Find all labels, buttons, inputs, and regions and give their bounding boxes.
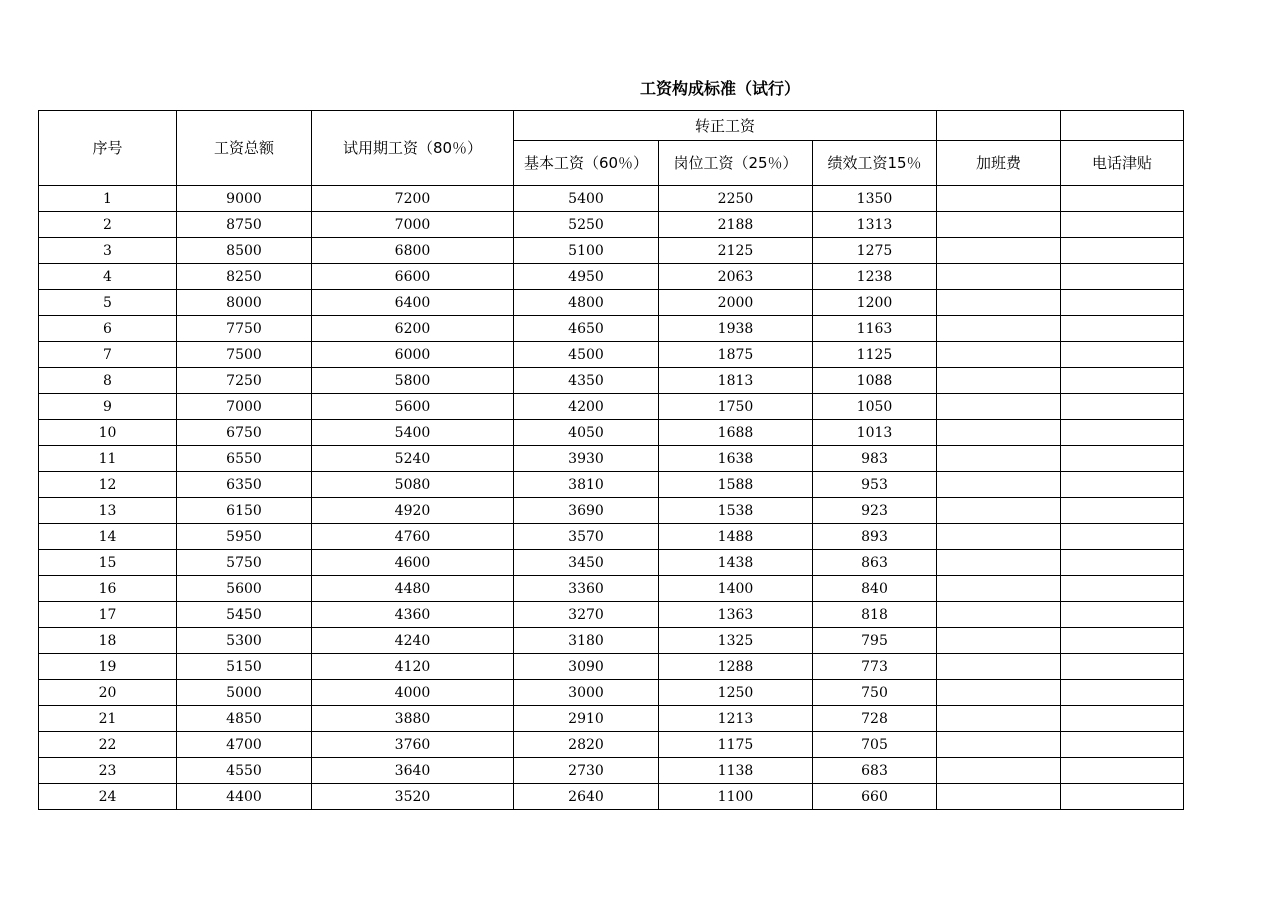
cell-total[interactable]: 5000: [177, 680, 312, 706]
cell-post[interactable]: 1138: [659, 758, 813, 784]
table-row: [39, 784, 1184, 810]
cell-post[interactable]: 1213: [659, 706, 813, 732]
cell-overtime[interactable]: [937, 576, 1061, 602]
cell-post[interactable]: 1638: [659, 446, 813, 472]
cell-post[interactable]: 1250: [659, 680, 813, 706]
table-row: [39, 602, 1184, 628]
cell-performance[interactable]: 1350: [813, 186, 937, 212]
cell-performance[interactable]: 728: [813, 706, 937, 732]
cell-phone[interactable]: [1061, 706, 1184, 732]
cell-overtime[interactable]: [937, 524, 1061, 550]
cell-seq[interactable]: 4: [39, 264, 177, 290]
cell-performance[interactable]: 773: [813, 654, 937, 680]
cell-seq[interactable]: 22: [39, 732, 177, 758]
cell-performance[interactable]: 1088: [813, 368, 937, 394]
cell-overtime[interactable]: [937, 264, 1061, 290]
cell-probation[interactable]: 4600: [312, 550, 514, 576]
table-row: [39, 238, 1184, 264]
cell-phone[interactable]: [1061, 576, 1184, 602]
cell-probation[interactable]: 5600: [312, 394, 514, 420]
cell-total[interactable]: 9000: [177, 186, 312, 212]
cell-seq[interactable]: 14: [39, 524, 177, 550]
cell-total[interactable]: 5750: [177, 550, 312, 576]
cell-phone[interactable]: [1061, 290, 1184, 316]
cell-probation[interactable]: 4240: [312, 628, 514, 654]
cell-phone[interactable]: [1061, 446, 1184, 472]
cell-post[interactable]: 2125: [659, 238, 813, 264]
header-post[interactable]: 岗位工资（25％）: [659, 141, 813, 186]
table-row: [39, 654, 1184, 680]
cell-basic[interactable]: 4650: [514, 316, 659, 342]
cell-total[interactable]: 5150: [177, 654, 312, 680]
table-row: [39, 446, 1184, 472]
cell-basic[interactable]: 4950: [514, 264, 659, 290]
cell-performance[interactable]: 953: [813, 472, 937, 498]
cell-phone[interactable]: [1061, 342, 1184, 368]
cell-total[interactable]: 4550: [177, 758, 312, 784]
cell-seq[interactable]: 2: [39, 212, 177, 238]
table-row: [39, 394, 1184, 420]
cell-probation[interactable]: 4000: [312, 680, 514, 706]
table-body: [39, 186, 1184, 810]
cell-seq[interactable]: 10: [39, 420, 177, 446]
cell-phone[interactable]: [1061, 732, 1184, 758]
cell-post[interactable]: 2188: [659, 212, 813, 238]
cell-overtime[interactable]: [937, 212, 1061, 238]
cell-basic[interactable]: 4050: [514, 420, 659, 446]
cell-seq[interactable]: 3: [39, 238, 177, 264]
cell-probation[interactable]: 5400: [312, 420, 514, 446]
cell-total[interactable]: 5600: [177, 576, 312, 602]
cell-seq[interactable]: 16: [39, 576, 177, 602]
table-row: [39, 758, 1184, 784]
cell-overtime[interactable]: [937, 550, 1061, 576]
cell-phone[interactable]: [1061, 550, 1184, 576]
cell-probation[interactable]: 4360: [312, 602, 514, 628]
cell-probation[interactable]: 3520: [312, 784, 514, 810]
cell-performance[interactable]: 1275: [813, 238, 937, 264]
cell-probation[interactable]: 6600: [312, 264, 514, 290]
cell-post[interactable]: 1175: [659, 732, 813, 758]
cell-total[interactable]: 8500: [177, 238, 312, 264]
cell-seq[interactable]: 9: [39, 394, 177, 420]
table-row: [39, 550, 1184, 576]
cell-overtime[interactable]: [937, 654, 1061, 680]
cell-phone[interactable]: [1061, 368, 1184, 394]
cell-overtime[interactable]: [937, 316, 1061, 342]
cell-overtime[interactable]: [937, 706, 1061, 732]
cell-phone[interactable]: [1061, 654, 1184, 680]
cell-post[interactable]: 1875: [659, 342, 813, 368]
cell-basic[interactable]: 3000: [514, 680, 659, 706]
cell-post[interactable]: 2000: [659, 290, 813, 316]
cell-seq[interactable]: 21: [39, 706, 177, 732]
cell-probation[interactable]: 6200: [312, 316, 514, 342]
cell-phone[interactable]: [1061, 264, 1184, 290]
cell-basic[interactable]: 3360: [514, 576, 659, 602]
table-row: [39, 264, 1184, 290]
cell-performance[interactable]: 893: [813, 524, 937, 550]
cell-overtime[interactable]: [937, 420, 1061, 446]
cell-performance[interactable]: 705: [813, 732, 937, 758]
cell-basic[interactable]: 5250: [514, 212, 659, 238]
cell-overtime[interactable]: [937, 394, 1061, 420]
cell-post[interactable]: 1938: [659, 316, 813, 342]
table-row: [39, 342, 1184, 368]
cell-total[interactable]: 8000: [177, 290, 312, 316]
table-row: [39, 524, 1184, 550]
cell-overtime[interactable]: [937, 342, 1061, 368]
cell-phone[interactable]: [1061, 394, 1184, 420]
cell-seq[interactable]: 20: [39, 680, 177, 706]
cell-basic[interactable]: 2910: [514, 706, 659, 732]
cell-performance[interactable]: 795: [813, 628, 937, 654]
cell-probation[interactable]: 4760: [312, 524, 514, 550]
header-probation[interactable]: 试用期工资（80％）: [312, 111, 514, 186]
cell-performance[interactable]: 1125: [813, 342, 937, 368]
cell-post[interactable]: 1750: [659, 394, 813, 420]
header-total[interactable]: 工资总额: [177, 111, 312, 186]
cell-overtime[interactable]: [937, 758, 1061, 784]
cell-post[interactable]: 1688: [659, 420, 813, 446]
cell-phone[interactable]: [1061, 186, 1184, 212]
cell-seq[interactable]: 24: [39, 784, 177, 810]
cell-seq[interactable]: 19: [39, 654, 177, 680]
table-row: [39, 316, 1184, 342]
cell-phone[interactable]: [1061, 680, 1184, 706]
cell-seq[interactable]: 7: [39, 342, 177, 368]
cell-post[interactable]: 1488: [659, 524, 813, 550]
cell-performance[interactable]: 983: [813, 446, 937, 472]
cell-basic[interactable]: 3690: [514, 498, 659, 524]
cell-overtime[interactable]: [937, 290, 1061, 316]
cell-total[interactable]: 7000: [177, 394, 312, 420]
cell-total[interactable]: 8750: [177, 212, 312, 238]
cell-probation[interactable]: 5080: [312, 472, 514, 498]
table-row: [39, 290, 1184, 316]
header-basic[interactable]: 基本工资（60％）: [514, 141, 659, 186]
table-row: [39, 472, 1184, 498]
cell-total[interactable]: 7750: [177, 316, 312, 342]
cell-phone[interactable]: [1061, 784, 1184, 810]
cell-performance[interactable]: 750: [813, 680, 937, 706]
cell-basic[interactable]: 3570: [514, 524, 659, 550]
cell-probation[interactable]: 3640: [312, 758, 514, 784]
cell-performance[interactable]: 1163: [813, 316, 937, 342]
cell-probation[interactable]: 4120: [312, 654, 514, 680]
cell-total[interactable]: 8250: [177, 264, 312, 290]
cell-phone[interactable]: [1061, 524, 1184, 550]
cell-basic[interactable]: 4350: [514, 368, 659, 394]
header-phone[interactable]: 电话津贴: [1061, 141, 1184, 186]
cell-basic[interactable]: 2820: [514, 732, 659, 758]
cell-performance[interactable]: 1050: [813, 394, 937, 420]
cell-post[interactable]: 1813: [659, 368, 813, 394]
table-row: [39, 628, 1184, 654]
cell-post[interactable]: 1288: [659, 654, 813, 680]
cell-post[interactable]: 1400: [659, 576, 813, 602]
table-row: [39, 186, 1184, 212]
cell-seq[interactable]: 17: [39, 602, 177, 628]
cell-overtime[interactable]: [937, 498, 1061, 524]
table-row: [39, 212, 1184, 238]
cell-performance[interactable]: 818: [813, 602, 937, 628]
cell-probation[interactable]: 4920: [312, 498, 514, 524]
cell-seq[interactable]: 13: [39, 498, 177, 524]
cell-probation[interactable]: 7200: [312, 186, 514, 212]
cell-basic[interactable]: 3090: [514, 654, 659, 680]
cell-probation[interactable]: 6400: [312, 290, 514, 316]
cell-seq[interactable]: 11: [39, 446, 177, 472]
cell-phone[interactable]: [1061, 758, 1184, 784]
cell-post[interactable]: 1588: [659, 472, 813, 498]
cell-post[interactable]: 1363: [659, 602, 813, 628]
cell-overtime[interactable]: [937, 602, 1061, 628]
cell-post[interactable]: 2063: [659, 264, 813, 290]
cell-basic[interactable]: 3810: [514, 472, 659, 498]
table-row: [39, 680, 1184, 706]
header-seq[interactable]: 序号: [39, 111, 177, 186]
cell-basic[interactable]: 4200: [514, 394, 659, 420]
cell-phone[interactable]: [1061, 238, 1184, 264]
header-overtime[interactable]: 加班费: [937, 141, 1061, 186]
header-performance[interactable]: 绩效工资15％: [813, 141, 937, 186]
cell-total[interactable]: 6750: [177, 420, 312, 446]
cell-total[interactable]: 4700: [177, 732, 312, 758]
table-row: [39, 368, 1184, 394]
cell-probation[interactable]: 4480: [312, 576, 514, 602]
cell-overtime[interactable]: [937, 680, 1061, 706]
cell-overtime[interactable]: [937, 368, 1061, 394]
cell-basic[interactable]: 5100: [514, 238, 659, 264]
cell-basic[interactable]: 3930: [514, 446, 659, 472]
cell-basic[interactable]: 4800: [514, 290, 659, 316]
cell-total[interactable]: 6350: [177, 472, 312, 498]
cell-performance[interactable]: 1013: [813, 420, 937, 446]
cell-probation[interactable]: 7000: [312, 212, 514, 238]
cell-post[interactable]: 2250: [659, 186, 813, 212]
cell-total[interactable]: 5950: [177, 524, 312, 550]
cell-performance[interactable]: 840: [813, 576, 937, 602]
cell-post[interactable]: 1438: [659, 550, 813, 576]
cell-total[interactable]: 6150: [177, 498, 312, 524]
salary-table: [38, 110, 1184, 810]
cell-overtime[interactable]: [937, 472, 1061, 498]
table-row: [39, 498, 1184, 524]
cell-overtime[interactable]: [937, 238, 1061, 264]
cell-basic[interactable]: 3450: [514, 550, 659, 576]
cell-performance[interactable]: 1313: [813, 212, 937, 238]
cell-overtime[interactable]: [937, 784, 1061, 810]
cell-post[interactable]: 1325: [659, 628, 813, 654]
table-row: [39, 420, 1184, 446]
cell-performance[interactable]: 660: [813, 784, 937, 810]
cell-probation[interactable]: 3760: [312, 732, 514, 758]
cell-phone[interactable]: [1061, 316, 1184, 342]
cell-probation[interactable]: 6000: [312, 342, 514, 368]
cell-seq[interactable]: 8: [39, 368, 177, 394]
cell-overtime[interactable]: [937, 732, 1061, 758]
cell-basic[interactable]: 2730: [514, 758, 659, 784]
cell-post[interactable]: 1538: [659, 498, 813, 524]
cell-phone[interactable]: [1061, 420, 1184, 446]
cell-probation[interactable]: 3880: [312, 706, 514, 732]
cell-seq[interactable]: 23: [39, 758, 177, 784]
cell-performance[interactable]: 1200: [813, 290, 937, 316]
cell-post[interactable]: 1100: [659, 784, 813, 810]
cell-total[interactable]: 5450: [177, 602, 312, 628]
cell-phone[interactable]: [1061, 472, 1184, 498]
cell-seq[interactable]: 18: [39, 628, 177, 654]
cell-total[interactable]: 4850: [177, 706, 312, 732]
cell-total[interactable]: 7250: [177, 368, 312, 394]
sheet-title: 工资构成标准（试行）: [640, 79, 801, 98]
table-row: [39, 732, 1184, 758]
header-regular-group[interactable]: 转正工资: [514, 111, 937, 141]
cell-performance[interactable]: 863: [813, 550, 937, 576]
table-row: [39, 706, 1184, 732]
cell-basic[interactable]: 5400: [514, 186, 659, 212]
header-blank-phone[interactable]: [1061, 111, 1184, 141]
header-blank-overtime[interactable]: [937, 111, 1061, 141]
cell-seq[interactable]: 1: [39, 186, 177, 212]
cell-performance[interactable]: 1238: [813, 264, 937, 290]
cell-phone[interactable]: [1061, 602, 1184, 628]
cell-probation[interactable]: 5800: [312, 368, 514, 394]
cell-phone[interactable]: [1061, 498, 1184, 524]
cell-performance[interactable]: 683: [813, 758, 937, 784]
cell-seq[interactable]: 15: [39, 550, 177, 576]
cell-total[interactable]: 4400: [177, 784, 312, 810]
cell-overtime[interactable]: [937, 628, 1061, 654]
cell-seq[interactable]: 6: [39, 316, 177, 342]
cell-seq[interactable]: 5: [39, 290, 177, 316]
cell-basic[interactable]: 2640: [514, 784, 659, 810]
cell-total[interactable]: 7500: [177, 342, 312, 368]
cell-overtime[interactable]: [937, 446, 1061, 472]
cell-phone[interactable]: [1061, 628, 1184, 654]
cell-total[interactable]: 5300: [177, 628, 312, 654]
cell-probation[interactable]: 5240: [312, 446, 514, 472]
cell-basic[interactable]: 4500: [514, 342, 659, 368]
cell-overtime[interactable]: [937, 186, 1061, 212]
cell-total[interactable]: 6550: [177, 446, 312, 472]
table-row: [39, 576, 1184, 602]
cell-performance[interactable]: 923: [813, 498, 937, 524]
cell-seq[interactable]: 12: [39, 472, 177, 498]
cell-phone[interactable]: [1061, 212, 1184, 238]
cell-basic[interactable]: 3180: [514, 628, 659, 654]
cell-probation[interactable]: 6800: [312, 238, 514, 264]
cell-basic[interactable]: 3270: [514, 602, 659, 628]
